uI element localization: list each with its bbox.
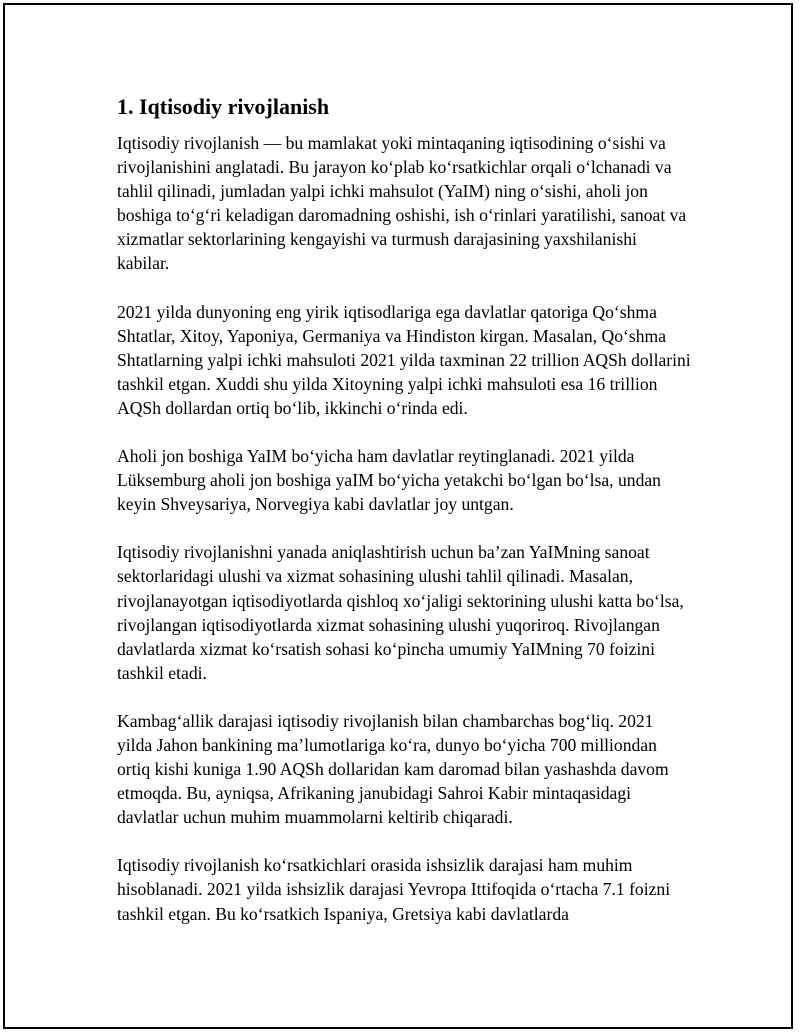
paragraph-unemployment: Iqtisodiy rivojlanish ko‘rsatkichlari orasida ishsizlik darajasi ham muhim hisoblanadi. 2021 yilda ishsizlik darajasi Yevropa Ittifoqida o‘rtacha 7.1 foizni tashkil etgan. Bu ko‘rsatkich Ispaniya, Gretsiya kabi davlatlarda (117, 855, 671, 924)
paragraph-poverty: Kambag‘allik darajasi iqtisodiy rivojlanish bilan chambarchas bog‘liq. 2021 yilda Jahon bankining ma’lumotlariga ko‘ra, dunyo bo‘yicha 700 milliondan ortiq kishi kuniga 1.90 AQSh dollaridan kam daromad bilan yashashda davom etmoqda. Bu, ayniqsa, Afrikaning janubidagi Sahroi Kabir mintaqasidagi davlatlar uchun muhim muammolarni keltirib chiqaradi. (117, 710, 669, 828)
paragraph-largest-economies: 2021 yilda dunyoning eng yirik iqtisodlariga ega davlatlar qatoriga Qo‘shma Shtatlar, Xitoy, Yaponiya, Germaniya va Hindiston kirgan. Masalan, Qo‘shma Shtatlarning yalpi ichki mahsuloti 2021 yilda taxminan 22 trillion AQSh dollarini tashkil etgan. Xuddi shu yilda Xitoyning yalpi ichki mahsuloti esa 16 trillion AQSh dollardan ortiq bo‘lib, ikkinchi o‘rinda edi. (117, 301, 691, 418)
paragraph-definition: Iqtisodiy rivojlanish — bu mamlakat yoki mintaqaning iqtisodining o‘sishi va rivojlanishini anglatadi. Bu jarayon ko‘plab ko‘rsatkichlar orqali o‘lchanadi va tahlil qilinadi, jumladan yalpi ichki mahsulot (YaIM) ning o‘sishi, aholi jon boshiga to‘g‘ri keladigan daromadning oshishi, ish o‘rinlari yaratilishi, sanoat va xizmatlar sektorlarining kengayishi va turmush darajasining yaxshilanishi kabilar. (117, 133, 687, 274)
paragraph-sector-shares: Iqtisodiy rivojlanishni yanada aniqlashtirish uchun ba’zan YaIMning sanoat sektorlaridagi ulushi va xizmat sohasining ulushi tahlil qilinadi. Masalan, rivojlanayotgan iqtisodiyotlarda qishloq xo‘jaligi sektorining ulushi katta bo‘lsa, rivojlangan iqtisodiyotlarda xizmat sohasining ulushi yuqoriroq. Rivojlangan davlatlarda xizmat ko‘rsatish sohasi ko‘pincha umumiy YaIMning 70 foizini tashkil etadi. (117, 542, 684, 683)
paragraph-gdp-per-capita: Aholi jon boshiga YaIM bo‘yicha ham davlatlar reytinglanadi. 2021 yilda Lüksemburg aholi jon boshiga yaIM bo‘yicha yetakchi bo‘lgan bo‘lsa, undan keyin Shveysariya, Norvegiya kabi davlatlar joy untgan. (117, 446, 661, 515)
section-heading: 1. Iqtisodiy rivojlanish (117, 94, 330, 119)
document-body (117, 94, 692, 926)
